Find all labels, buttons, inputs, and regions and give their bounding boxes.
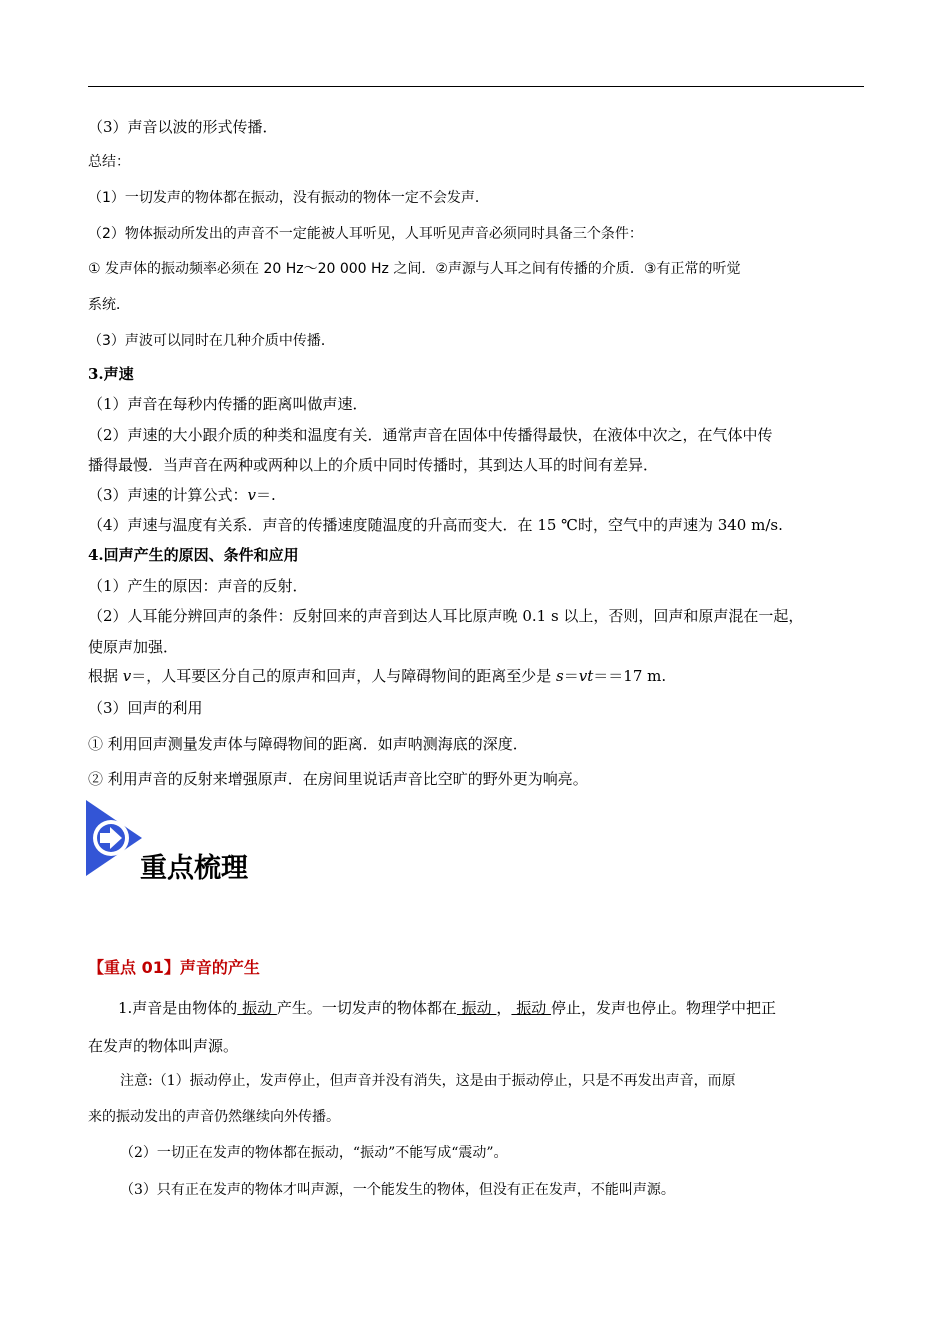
speed-3: （3）声速的计算公式：v＝. (88, 486, 276, 504)
summary-3-cont: 系统． (88, 297, 130, 313)
line-wave: （3）声音以波的形式传播． (88, 118, 278, 136)
speed-4: （4）声速与温度有关系．声音的传播速度随温度的升高而变大．在 15 ℃时，空气中的声速为 340 m/s. (88, 516, 783, 534)
summary-1: （1）一切发声的物体都在振动，没有振动的物体一定不会发声． (88, 190, 489, 206)
summary-4: （3）声波可以同时在几种介质中传播． (88, 333, 335, 349)
note-1: 注意:（1）振动停止，发声停止，但声音并没有消失，这是由于振动停止，只是不再发出声音，而原 (120, 1073, 736, 1089)
speed-2-cont: 播得最慢．当声音在两种或两种以上的介质中同时传播时，其到达人耳的时间有差异． (88, 456, 659, 474)
echo-use-2: ② 利用声音的反射来增强原声．在房间里说话声音比空旷的野外更为响亮。 (88, 770, 588, 788)
blank-answer: 振动 (511, 999, 551, 1017)
section-title: 重点梳理 (140, 853, 248, 884)
heading-echo: 4.回声产生的原因、条件和应用 (88, 546, 299, 564)
summary-label: 总结： (88, 154, 130, 170)
echo-2-cont: 使原声加强． (88, 638, 179, 656)
note-2: （2）一切正在发声的物体都在振动，“振动”不能写成“震动”。 (120, 1145, 508, 1161)
header-rule (88, 86, 864, 87)
echo-use-1: ① 利用回声测量发声体与障碍物间的距离．如声呐测海底的深度． (88, 735, 528, 753)
blank-answer: 振动 (237, 999, 277, 1017)
echo-formula: 根据 v＝，人耳要区分自己的原声和回声，人与障碍物间的距离至少是 s＝vt＝＝17 m. (88, 667, 667, 685)
paragraph-1: 1.声音是由物体的 振动 产生。一切发声的物体都在 振动 ， 振动 停止，发声也停止。物理学中把正 (118, 999, 776, 1017)
speed-2: （2）声速的大小跟介质的种类和温度有关．通常声音在固体中传播得最快，在液体中次之，在气体中传 (88, 426, 773, 444)
paragraph-1-cont: 在发声的物体叫声源。 (88, 1037, 239, 1055)
key-point-heading: 【重点 01】声音的产生 (88, 958, 260, 977)
echo-1: （1）产生的原因：声音的反射． (88, 577, 308, 595)
echo-2: （2）人耳能分辨回声的条件：反射回来的声音到达人耳比原声晚 0.1 s 以上，否则，回声和原声混在一起， (88, 607, 804, 625)
blank-answer: 振动 (456, 999, 497, 1017)
speed-1: （1）声音在每秒内传播的距离叫做声速． (88, 395, 368, 413)
arrow-circle-icon (86, 800, 142, 876)
echo-3: （3）回声的利用 (88, 699, 203, 717)
note-1-cont: 来的振动发出的声音仍然继续向外传播。 (88, 1109, 340, 1125)
note-3: （3）只有正在发声的物体才叫声源，一个能发生的物体，但没有正在发声，不能叫声源。 (120, 1182, 675, 1198)
summary-2: （2）物体振动所发出的声音不一定能被人耳听见，人耳听见声音必须同时具备三个条件： (88, 226, 643, 242)
heading-sound-speed: 3.声速 (88, 365, 134, 383)
summary-3: ① 发声体的振动频率必须在 20 Hz～20 000 Hz 之间．②声源与人耳之间有传播的介质．③有正常的听觉 (88, 261, 741, 277)
